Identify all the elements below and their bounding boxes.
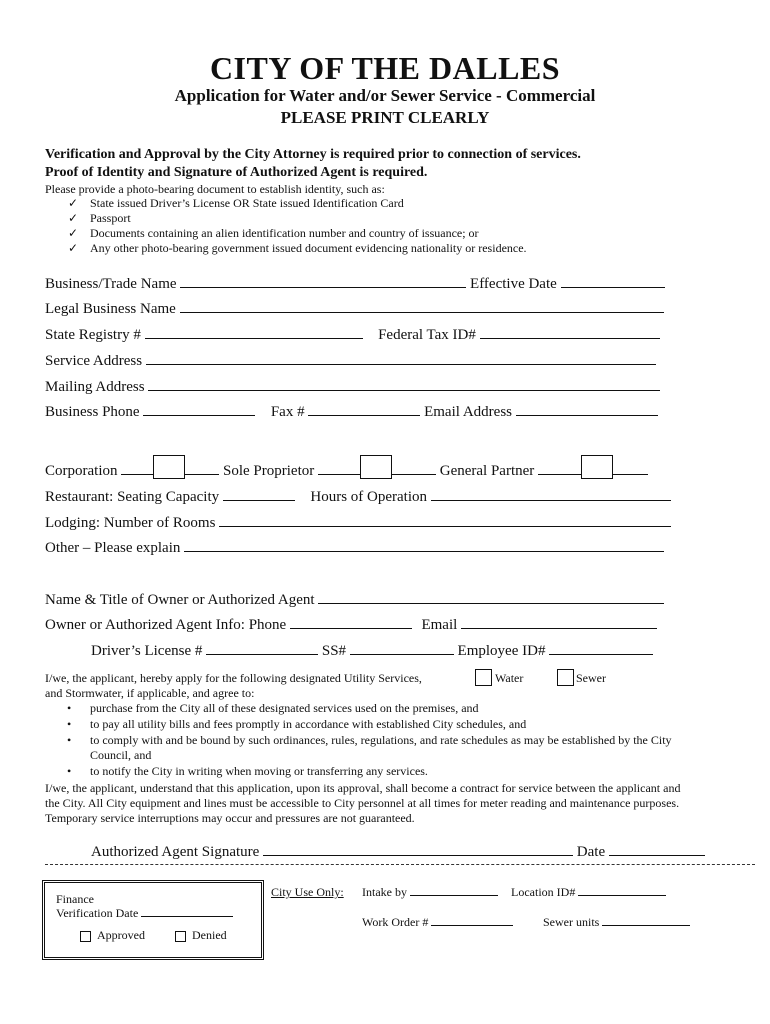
hours-of-operation-field[interactable] xyxy=(431,486,671,501)
drivers-license-label: Driver’s License # xyxy=(91,643,203,659)
city-use-only-label: City Use Only: xyxy=(271,885,344,899)
work-order-label: Work Order # xyxy=(362,915,429,929)
id-item: Any other photo-bearing government issued document evidencing nationality or residence. xyxy=(90,241,527,255)
verification-date-label: Verification Date xyxy=(56,906,139,920)
checkmark-icon: ✓ xyxy=(68,211,79,225)
lodging-rooms-label: Lodging: Number of Rooms xyxy=(45,515,216,531)
effective-date-field[interactable] xyxy=(561,273,665,288)
restaurant-seating-label: Restaurant: Seating Capacity xyxy=(45,489,220,505)
business-phone-label: Business Phone xyxy=(45,404,140,420)
service-address-field[interactable] xyxy=(146,350,656,365)
intake-by-label: Intake by xyxy=(362,885,407,899)
business-phone-field[interactable] xyxy=(143,401,255,416)
signature-date-label: Date xyxy=(576,844,606,860)
finance-label: Finance xyxy=(56,892,94,906)
ss-label: SS# xyxy=(321,643,347,659)
email-address-label: Email Address xyxy=(424,404,512,420)
other-explain-label: Other – Please explain xyxy=(45,540,181,556)
employee-id-label: Employee ID# xyxy=(457,643,546,659)
contract-notice-1: I/we, the applicant, understand that this application, upon its approval, shall become a contract for service between the applicant and xyxy=(45,781,681,795)
bullet-icon: • xyxy=(67,733,72,747)
verification-line-1: Verification and Approval by the City Attorney is required prior to connection of services. xyxy=(45,147,581,162)
owner-phone-field[interactable] xyxy=(290,614,412,629)
signature-date-field[interactable] xyxy=(609,841,705,856)
corporation-label: Corporation xyxy=(45,463,118,479)
agreement-item: to notify the City in writing when moving or transferring any services. xyxy=(90,764,428,778)
email-address-field[interactable] xyxy=(516,401,658,416)
fax-label: Fax # xyxy=(270,404,305,420)
approved-checkbox[interactable] xyxy=(80,931,91,942)
contract-notice-3: Temporary service interruptions may occur and pressures are not guaranteed. xyxy=(45,811,415,825)
water-label: Water xyxy=(495,671,524,685)
corporation-checkbox[interactable] xyxy=(153,455,185,479)
denied-label: Denied xyxy=(192,928,227,942)
contract-notice-2: the City. All City equipment and lines must be accessible to City personnel at all times for meter reading and maintenance purposes. xyxy=(45,796,680,810)
other-explain-field[interactable] xyxy=(184,537,664,552)
cut-line-divider xyxy=(45,864,755,865)
id-item: Documents containing an alien identification number and country of issuance; or xyxy=(90,226,479,240)
legal-business-name-label: Legal Business Name xyxy=(45,301,176,317)
owner-name-title-field[interactable] xyxy=(318,589,664,604)
sewer-units-label: Sewer units xyxy=(543,915,600,929)
mailing-address-field[interactable] xyxy=(148,376,660,391)
agreement-item: purchase from the City all of these designated services used on the premises, and xyxy=(90,701,479,715)
fax-field[interactable] xyxy=(308,401,420,416)
agreement-intro-1: I/we, the applicant, hereby apply for the following designated Utility Services, xyxy=(45,671,422,685)
agent-signature-label: Authorized Agent Signature xyxy=(91,844,260,860)
page-title: CITY OF THE DALLES xyxy=(209,50,561,86)
verification-intro: Please provide a photo-bearing document to establish identity, such as: xyxy=(45,182,385,196)
checkmark-icon: ✓ xyxy=(68,226,79,240)
bullet-icon: • xyxy=(67,764,72,778)
bullet-icon: • xyxy=(67,701,72,715)
owner-phone-label: Phone xyxy=(248,617,287,633)
denied-option[interactable] xyxy=(175,928,227,943)
state-registry-label: State Registry # xyxy=(45,327,141,343)
seating-capacity-field[interactable] xyxy=(223,486,295,501)
service-address-label: Service Address xyxy=(45,353,143,369)
id-item: Passport xyxy=(90,211,131,225)
intake-by-field[interactable] xyxy=(410,885,498,896)
approved-option[interactable] xyxy=(80,928,145,943)
checkmark-icon: ✓ xyxy=(68,241,79,255)
agreement-item: to comply with and be bound by such ordinances, rules, regulations, and rate schedules as may be established by the City xyxy=(90,733,672,747)
owner-email-field[interactable] xyxy=(461,614,657,629)
checkmark-icon: ✓ xyxy=(68,196,79,210)
agreement-item: to pay all utility bills and fees promptly in accordance with established City schedules, and xyxy=(90,717,527,731)
owner-info-label: Owner or Authorized Agent Info: xyxy=(45,617,245,633)
drivers-license-field[interactable] xyxy=(206,640,318,655)
sewer-label: Sewer xyxy=(576,671,606,685)
form-subtitle: Application for Water and/or Sewer Service - Commercial xyxy=(174,86,596,105)
location-id-label: Location ID# xyxy=(511,885,576,899)
general-partner-label: General Partner xyxy=(439,463,535,479)
print-instruction: PLEASE PRINT CLEARLY xyxy=(280,108,490,127)
verification-line-2: Proof of Identity and Signature of Authorized Agent is required. xyxy=(45,165,428,180)
water-checkbox[interactable] xyxy=(475,669,492,686)
state-registry-field[interactable] xyxy=(145,324,363,339)
legal-business-name-field[interactable] xyxy=(180,298,664,313)
employee-id-field[interactable] xyxy=(549,640,653,655)
owner-email-label: Email xyxy=(421,617,458,633)
sewer-checkbox[interactable] xyxy=(557,669,574,686)
federal-tax-id-label: Federal Tax ID# xyxy=(378,327,476,343)
effective-date-label: Effective Date xyxy=(470,276,557,292)
agreement-intro-2: and Stormwater, if applicable, and agree to: xyxy=(45,686,255,700)
agreement-item-continued: Council, and xyxy=(90,748,152,762)
bullet-icon: • xyxy=(67,717,72,731)
lodging-rooms-field[interactable] xyxy=(219,512,671,527)
business-trade-name-label: Business/Trade Name xyxy=(45,276,177,292)
approved-label: Approved xyxy=(97,928,145,942)
sole-proprietor-checkbox[interactable] xyxy=(360,455,392,479)
agent-signature-field[interactable] xyxy=(263,841,573,856)
verification-date-field[interactable] xyxy=(141,906,233,917)
mailing-address-label: Mailing Address xyxy=(45,379,145,395)
owner-name-title-label: Name & Title of Owner or Authorized Agent xyxy=(45,592,315,608)
general-partner-checkbox[interactable] xyxy=(581,455,613,479)
work-order-field[interactable] xyxy=(431,915,513,926)
denied-checkbox[interactable] xyxy=(175,931,186,942)
sewer-units-field[interactable] xyxy=(602,915,690,926)
sole-proprietor-label: Sole Proprietor xyxy=(223,463,315,479)
ss-field[interactable] xyxy=(350,640,454,655)
location-id-field[interactable] xyxy=(578,885,666,896)
federal-tax-id-field[interactable] xyxy=(480,324,660,339)
hours-of-operation-label: Hours of Operation xyxy=(310,489,428,505)
business-trade-name-field[interactable] xyxy=(180,273,466,288)
id-item: State issued Driver’s License OR State issued Identification Card xyxy=(90,196,404,210)
